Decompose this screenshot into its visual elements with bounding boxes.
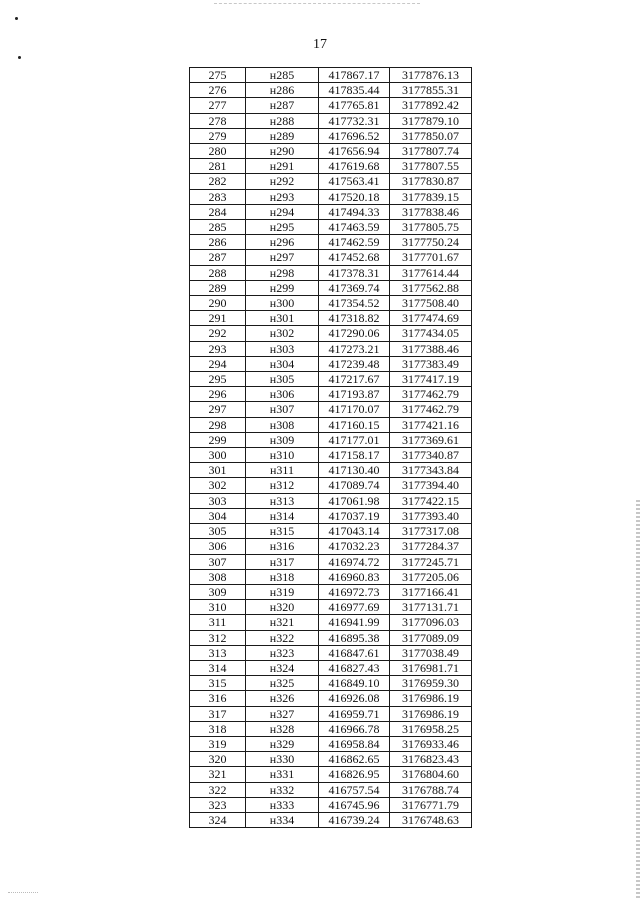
page-number: 17 <box>313 37 327 52</box>
cell-coordinate-x: 416972.73 <box>319 584 390 599</box>
table-row <box>190 630 472 645</box>
table-row <box>190 539 472 554</box>
cell-coordinate-y: 3177850.07 <box>390 128 472 143</box>
cell-coordinate-x: 417619.68 <box>319 159 390 174</box>
scan-top-rule <box>214 3 420 4</box>
cell-coordinate-x: 416895.38 <box>319 630 390 645</box>
cell-point-name: н296 <box>246 235 319 250</box>
table-row <box>190 174 472 189</box>
table-row <box>190 68 472 83</box>
cell-coordinate-y: 3176981.71 <box>390 660 472 675</box>
cell-coordinate-y: 3177421.16 <box>390 417 472 432</box>
cell-point-name: н298 <box>246 265 319 280</box>
cell-coordinate-x: 416926.08 <box>319 691 390 706</box>
scan-edge-artifact <box>636 500 640 900</box>
table-row <box>190 584 472 599</box>
table-row <box>190 600 472 615</box>
cell-point-name: н290 <box>246 144 319 159</box>
cell-coordinate-x: 417696.52 <box>319 128 390 143</box>
cell-coordinate-y: 3176958.25 <box>390 721 472 736</box>
cell-point-name: н313 <box>246 493 319 508</box>
cell-point-name: н303 <box>246 341 319 356</box>
cell-coordinate-y: 3177340.87 <box>390 448 472 463</box>
cell-row-number: 297 <box>190 402 246 417</box>
cell-coordinate-y: 3177830.87 <box>390 174 472 189</box>
cell-coordinate-x: 417177.01 <box>319 432 390 447</box>
cell-point-name: н319 <box>246 584 319 599</box>
cell-row-number: 280 <box>190 144 246 159</box>
cell-coordinate-y: 3177284.37 <box>390 539 472 554</box>
cell-coordinate-x: 417318.82 <box>319 311 390 326</box>
table-row <box>190 372 472 387</box>
cell-coordinate-y: 3177807.55 <box>390 159 472 174</box>
cell-point-name: н328 <box>246 721 319 736</box>
cell-point-name: н307 <box>246 402 319 417</box>
cell-row-number: 278 <box>190 113 246 128</box>
cell-coordinate-x: 417563.41 <box>319 174 390 189</box>
cell-coordinate-x: 416739.24 <box>319 812 390 827</box>
cell-coordinate-x: 417160.15 <box>319 417 390 432</box>
cell-row-number: 288 <box>190 265 246 280</box>
cell-row-number: 324 <box>190 812 246 827</box>
cell-coordinate-x: 417463.59 <box>319 220 390 235</box>
cell-coordinate-y: 3177394.40 <box>390 478 472 493</box>
cell-coordinate-x: 416959.71 <box>319 706 390 721</box>
table-row <box>190 144 472 159</box>
table-row <box>190 250 472 265</box>
cell-coordinate-x: 417290.06 <box>319 326 390 341</box>
cell-row-number: 309 <box>190 584 246 599</box>
cell-coordinate-x: 417032.23 <box>319 539 390 554</box>
cell-row-number: 276 <box>190 83 246 98</box>
cell-point-name: н330 <box>246 752 319 767</box>
cell-point-name: н334 <box>246 812 319 827</box>
cell-row-number: 321 <box>190 767 246 782</box>
cell-row-number: 275 <box>190 68 246 83</box>
cell-point-name: н326 <box>246 691 319 706</box>
cell-coordinate-y: 3177462.79 <box>390 402 472 417</box>
table-row <box>190 402 472 417</box>
cell-row-number: 284 <box>190 204 246 219</box>
cell-point-name: н302 <box>246 326 319 341</box>
table-row <box>190 387 472 402</box>
cell-row-number: 315 <box>190 676 246 691</box>
cell-coordinate-y: 3177614.44 <box>390 265 472 280</box>
cell-row-number: 312 <box>190 630 246 645</box>
table-row <box>190 676 472 691</box>
table-row <box>190 797 472 812</box>
cell-point-name: н324 <box>246 660 319 675</box>
table-row <box>190 341 472 356</box>
cell-point-name: н329 <box>246 736 319 751</box>
cell-coordinate-y: 3177838.46 <box>390 204 472 219</box>
cell-point-name: н314 <box>246 508 319 523</box>
cell-row-number: 299 <box>190 432 246 447</box>
cell-row-number: 301 <box>190 463 246 478</box>
cell-point-name: н289 <box>246 128 319 143</box>
cell-coordinate-x: 417089.74 <box>319 478 390 493</box>
cell-row-number: 281 <box>190 159 246 174</box>
cell-point-name: н310 <box>246 448 319 463</box>
cell-row-number: 292 <box>190 326 246 341</box>
cell-row-number: 320 <box>190 752 246 767</box>
cell-point-name: н300 <box>246 296 319 311</box>
cell-coordinate-y: 3176933.46 <box>390 736 472 751</box>
cell-row-number: 289 <box>190 280 246 295</box>
cell-coordinate-y: 3177038.49 <box>390 645 472 660</box>
cell-point-name: н320 <box>246 600 319 615</box>
cell-point-name: н293 <box>246 189 319 204</box>
cell-coordinate-x: 417452.68 <box>319 250 390 265</box>
cell-coordinate-y: 3177166.41 <box>390 584 472 599</box>
table-row <box>190 706 472 721</box>
cell-coordinate-y: 3176986.19 <box>390 691 472 706</box>
cell-coordinate-x: 417061.98 <box>319 493 390 508</box>
cell-row-number: 310 <box>190 600 246 615</box>
cell-row-number: 282 <box>190 174 246 189</box>
table-row <box>190 98 472 113</box>
table-row <box>190 478 472 493</box>
cell-coordinate-x: 416958.84 <box>319 736 390 751</box>
cell-point-name: н305 <box>246 372 319 387</box>
cell-coordinate-x: 417239.48 <box>319 356 390 371</box>
scan-speck <box>18 56 21 59</box>
cell-point-name: н311 <box>246 463 319 478</box>
cell-coordinate-x: 416757.54 <box>319 782 390 797</box>
cell-coordinate-x: 417520.18 <box>319 189 390 204</box>
cell-row-number: 283 <box>190 189 246 204</box>
cell-coordinate-y: 3177839.15 <box>390 189 472 204</box>
cell-point-name: н288 <box>246 113 319 128</box>
cell-row-number: 322 <box>190 782 246 797</box>
table-row <box>190 189 472 204</box>
cell-coordinate-x: 417378.31 <box>319 265 390 280</box>
cell-coordinate-x: 417170.07 <box>319 402 390 417</box>
scan-speck <box>15 17 18 20</box>
cell-coordinate-y: 3177876.13 <box>390 68 472 83</box>
cell-point-name: н301 <box>246 311 319 326</box>
cell-row-number: 318 <box>190 721 246 736</box>
cell-row-number: 287 <box>190 250 246 265</box>
cell-coordinate-x: 417217.67 <box>319 372 390 387</box>
table-row <box>190 448 472 463</box>
table-row <box>190 569 472 584</box>
cell-row-number: 308 <box>190 569 246 584</box>
table-row <box>190 417 472 432</box>
cell-row-number: 307 <box>190 554 246 569</box>
cell-point-name: н309 <box>246 432 319 447</box>
cell-point-name: н285 <box>246 68 319 83</box>
table-row <box>190 767 472 782</box>
cell-coordinate-y: 3177434.05 <box>390 326 472 341</box>
table-row <box>190 311 472 326</box>
cell-coordinate-y: 3177701.67 <box>390 250 472 265</box>
table-row <box>190 493 472 508</box>
cell-coordinate-y: 3177096.03 <box>390 615 472 630</box>
cell-coordinate-y: 3176959.30 <box>390 676 472 691</box>
table-row <box>190 691 472 706</box>
cell-point-name: н306 <box>246 387 319 402</box>
cell-coordinate-y: 3177089.09 <box>390 630 472 645</box>
cell-coordinate-x: 417273.21 <box>319 341 390 356</box>
cell-coordinate-x: 417732.31 <box>319 113 390 128</box>
table-row <box>190 524 472 539</box>
coordinates-table-body <box>190 68 472 828</box>
cell-row-number: 290 <box>190 296 246 311</box>
cell-row-number: 279 <box>190 128 246 143</box>
cell-coordinate-x: 417656.94 <box>319 144 390 159</box>
cell-coordinate-y: 3176823.43 <box>390 752 472 767</box>
cell-point-name: н291 <box>246 159 319 174</box>
cell-coordinate-x: 417193.87 <box>319 387 390 402</box>
cell-coordinate-x: 416827.43 <box>319 660 390 675</box>
cell-point-name: н332 <box>246 782 319 797</box>
table-row <box>190 83 472 98</box>
cell-coordinate-y: 3177462.79 <box>390 387 472 402</box>
cell-coordinate-y: 3177205.06 <box>390 569 472 584</box>
cell-coordinate-y: 3177879.10 <box>390 113 472 128</box>
cell-coordinate-x: 417369.74 <box>319 280 390 295</box>
cell-row-number: 317 <box>190 706 246 721</box>
cell-row-number: 277 <box>190 98 246 113</box>
cell-row-number: 302 <box>190 478 246 493</box>
cell-point-name: н331 <box>246 767 319 782</box>
cell-coordinate-x: 416745.96 <box>319 797 390 812</box>
cell-coordinate-y: 3177131.71 <box>390 600 472 615</box>
table-row <box>190 159 472 174</box>
table-row <box>190 508 472 523</box>
table-row <box>190 721 472 736</box>
cell-row-number: 285 <box>190 220 246 235</box>
cell-point-name: н327 <box>246 706 319 721</box>
table-row <box>190 660 472 675</box>
cell-coordinate-y: 3177474.69 <box>390 311 472 326</box>
cell-coordinate-x: 417130.40 <box>319 463 390 478</box>
table-row <box>190 615 472 630</box>
cell-point-name: н322 <box>246 630 319 645</box>
cell-point-name: н325 <box>246 676 319 691</box>
cell-coordinate-x: 417835.44 <box>319 83 390 98</box>
cell-coordinate-y: 3176804.60 <box>390 767 472 782</box>
cell-coordinate-x: 416977.69 <box>319 600 390 615</box>
cell-point-name: н317 <box>246 554 319 569</box>
cell-coordinate-x: 416941.99 <box>319 615 390 630</box>
cell-row-number: 313 <box>190 645 246 660</box>
cell-coordinate-y: 3177245.71 <box>390 554 472 569</box>
cell-row-number: 304 <box>190 508 246 523</box>
cell-coordinate-y: 3177855.31 <box>390 83 472 98</box>
cell-point-name: н297 <box>246 250 319 265</box>
cell-row-number: 316 <box>190 691 246 706</box>
cell-row-number: 323 <box>190 797 246 812</box>
cell-point-name: н315 <box>246 524 319 539</box>
cell-coordinate-y: 3177562.88 <box>390 280 472 295</box>
cell-coordinate-y: 3177750.24 <box>390 235 472 250</box>
cell-row-number: 305 <box>190 524 246 539</box>
cell-point-name: н292 <box>246 174 319 189</box>
table-row <box>190 220 472 235</box>
cell-coordinate-y: 3177417.19 <box>390 372 472 387</box>
cell-point-name: н286 <box>246 83 319 98</box>
cell-coordinate-x: 417043.14 <box>319 524 390 539</box>
table-row <box>190 326 472 341</box>
table-row <box>190 128 472 143</box>
cell-coordinate-y: 3177393.40 <box>390 508 472 523</box>
cell-row-number: 319 <box>190 736 246 751</box>
cell-coordinate-y: 3177508.40 <box>390 296 472 311</box>
cell-point-name: н312 <box>246 478 319 493</box>
coordinates-table <box>189 67 472 828</box>
cell-coordinate-y: 3176771.79 <box>390 797 472 812</box>
cell-point-name: н299 <box>246 280 319 295</box>
table-row <box>190 645 472 660</box>
cell-coordinate-x: 416849.10 <box>319 676 390 691</box>
cell-row-number: 314 <box>190 660 246 675</box>
table-row <box>190 280 472 295</box>
table-row <box>190 356 472 371</box>
cell-coordinate-x: 417037.19 <box>319 508 390 523</box>
cell-row-number: 311 <box>190 615 246 630</box>
cell-row-number: 303 <box>190 493 246 508</box>
cell-point-name: н287 <box>246 98 319 113</box>
cell-coordinate-x: 417765.81 <box>319 98 390 113</box>
cell-coordinate-x: 416960.83 <box>319 569 390 584</box>
cell-point-name: н321 <box>246 615 319 630</box>
cell-point-name: н308 <box>246 417 319 432</box>
cell-row-number: 298 <box>190 417 246 432</box>
cell-point-name: н333 <box>246 797 319 812</box>
cell-row-number: 306 <box>190 539 246 554</box>
cell-coordinate-y: 3177422.15 <box>390 493 472 508</box>
table-row <box>190 812 472 827</box>
cell-point-name: н323 <box>246 645 319 660</box>
cell-row-number: 296 <box>190 387 246 402</box>
cell-coordinate-x: 416974.72 <box>319 554 390 569</box>
cell-coordinate-x: 417867.17 <box>319 68 390 83</box>
cell-coordinate-x: 416847.61 <box>319 645 390 660</box>
table-row <box>190 265 472 280</box>
cell-point-name: н318 <box>246 569 319 584</box>
cell-coordinate-y: 3176788.74 <box>390 782 472 797</box>
table-row <box>190 463 472 478</box>
cell-point-name: н316 <box>246 539 319 554</box>
cell-coordinate-y: 3177317.08 <box>390 524 472 539</box>
cell-coordinate-y: 3176986.19 <box>390 706 472 721</box>
table-row <box>190 736 472 751</box>
cell-coordinate-y: 3177388.46 <box>390 341 472 356</box>
cell-coordinate-x: 417494.33 <box>319 204 390 219</box>
cell-point-name: н294 <box>246 204 319 219</box>
cell-coordinate-y: 3177369.61 <box>390 432 472 447</box>
table-row <box>190 432 472 447</box>
cell-coordinate-y: 3176748.63 <box>390 812 472 827</box>
cell-coordinate-x: 416862.65 <box>319 752 390 767</box>
cell-point-name: н304 <box>246 356 319 371</box>
cell-row-number: 291 <box>190 311 246 326</box>
table-row <box>190 782 472 797</box>
cell-coordinate-x: 416966.78 <box>319 721 390 736</box>
cell-coordinate-y: 3177343.84 <box>390 463 472 478</box>
cell-coordinate-x: 417158.17 <box>319 448 390 463</box>
cell-row-number: 293 <box>190 341 246 356</box>
cell-coordinate-y: 3177805.75 <box>390 220 472 235</box>
cell-row-number: 286 <box>190 235 246 250</box>
table-row <box>190 235 472 250</box>
cell-coordinate-x: 417354.52 <box>319 296 390 311</box>
table-row <box>190 113 472 128</box>
cell-coordinate-y: 3177807.74 <box>390 144 472 159</box>
cell-coordinate-y: 3177383.49 <box>390 356 472 371</box>
table-row <box>190 554 472 569</box>
scan-bottom-mark <box>8 892 38 893</box>
table-row <box>190 752 472 767</box>
cell-coordinate-x: 417462.59 <box>319 235 390 250</box>
table-row <box>190 204 472 219</box>
cell-coordinate-y: 3177892.42 <box>390 98 472 113</box>
cell-point-name: н295 <box>246 220 319 235</box>
table-row <box>190 296 472 311</box>
cell-row-number: 295 <box>190 372 246 387</box>
cell-coordinate-x: 416826.95 <box>319 767 390 782</box>
cell-row-number: 300 <box>190 448 246 463</box>
cell-row-number: 294 <box>190 356 246 371</box>
